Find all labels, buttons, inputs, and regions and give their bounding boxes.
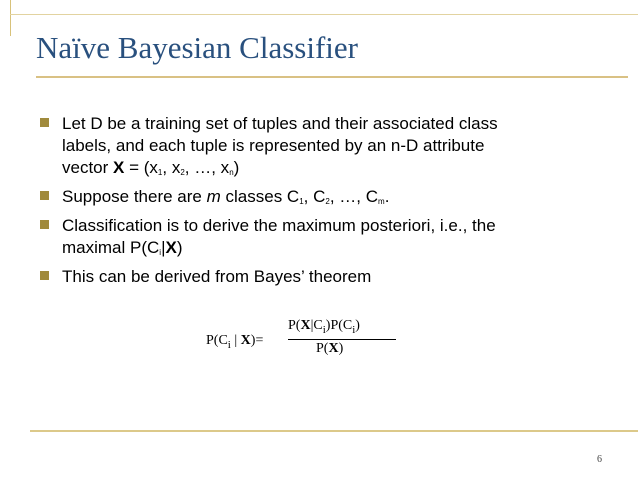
bullet-item (36, 113, 596, 184)
formula-denominator: P(X) (316, 341, 344, 356)
bullet-text: Suppose there are m classes $C_1$, $C_2$, …, $C_m$. (62, 187, 390, 206)
bullet-item (36, 266, 596, 288)
fraction-bar (288, 339, 396, 340)
footer-rule (30, 430, 638, 432)
bullet-text: Classification is to derive the maximum posteriori, i.e., the (62, 216, 496, 235)
bullet-text: vector $X = (x_1$, $x_2$, …, $x_n$) (62, 158, 240, 177)
square-bullet-icon (40, 191, 49, 200)
slide-title: Naïve Bayesian Classifier (36, 30, 358, 65)
square-bullet-icon (40, 271, 49, 280)
bullet-text: Let D be a training set of tuples and their associated class (62, 114, 498, 133)
bullet-text: This can be derived from Bayes’ theorem (62, 267, 372, 286)
bullet-text: maximal $P(C_i|X)$ (62, 238, 183, 257)
frame-top-line (10, 14, 638, 15)
square-bullet-icon (40, 118, 49, 127)
title-underline (36, 76, 628, 78)
bullet-text: labels, and each tuple is represented by an n-D attribute (62, 136, 485, 155)
frame-vertical-line (10, 0, 11, 36)
bayes-formula (206, 315, 406, 365)
bullet-item (36, 186, 596, 213)
formula-numerator: $P(X|C_i)P(C_i)$ (288, 318, 360, 336)
square-bullet-icon (40, 220, 49, 229)
bullet-item (36, 215, 596, 264)
formula-lhs: $P(C_i$ | X)= (206, 333, 264, 351)
slide-number: 6 (597, 454, 602, 465)
bullet-list (36, 113, 596, 290)
